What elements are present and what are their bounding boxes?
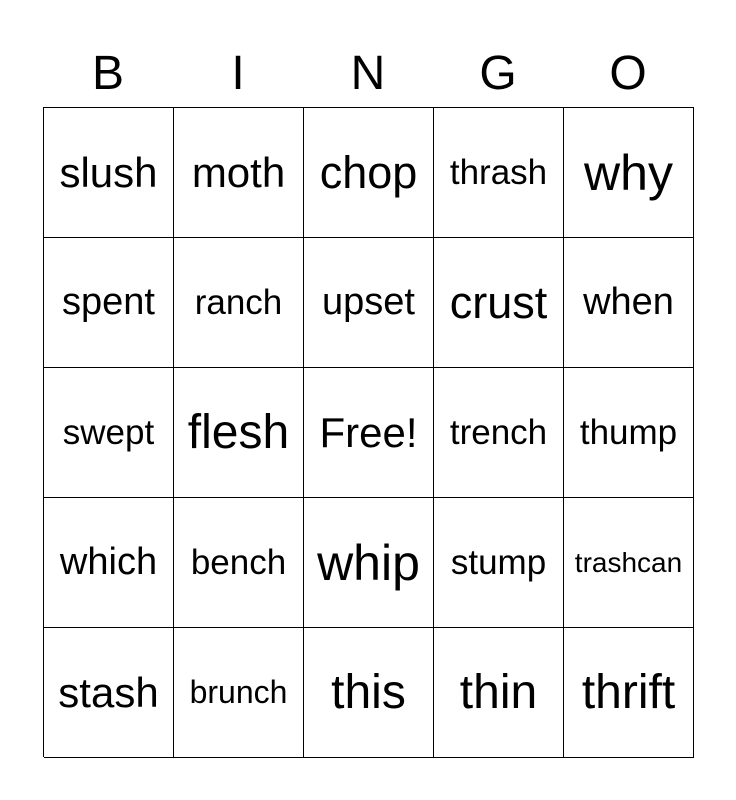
header-letter-g: G	[479, 47, 517, 100]
bingo-header	[43, 40, 693, 108]
bingo-cell[interactable]: chop	[304, 108, 434, 238]
bingo-cell[interactable]: when	[564, 238, 694, 368]
header-letter-o: O	[609, 47, 647, 100]
bingo-cell[interactable]: whip	[304, 498, 434, 628]
header-letter-n: N	[350, 47, 386, 100]
bingo-cell[interactable]: thrash	[434, 108, 564, 238]
header-letter-i: I	[231, 47, 245, 100]
bingo-cell[interactable]: thrift	[564, 628, 694, 758]
bingo-cell[interactable]: brunch	[174, 628, 304, 758]
header-letter-b: B	[91, 47, 124, 100]
bingo-cell[interactable]: spent	[44, 238, 174, 368]
bingo-cell[interactable]: trashcan	[564, 498, 694, 628]
bingo-cell[interactable]: flesh	[174, 368, 304, 498]
bingo-cell[interactable]: crust	[434, 238, 564, 368]
bingo-cell[interactable]: this	[304, 628, 434, 758]
bingo-cell[interactable]: thin	[434, 628, 564, 758]
bingo-cell[interactable]: stash	[44, 628, 174, 758]
bingo-cell[interactable]: slush	[44, 108, 174, 238]
bingo-cell[interactable]: moth	[174, 108, 304, 238]
bingo-cell[interactable]: swept	[44, 368, 174, 498]
bingo-cell[interactable]: ranch	[174, 238, 304, 368]
bingo-cell[interactable]: trench	[434, 368, 564, 498]
free-space-cell[interactable]: Free!	[304, 368, 434, 498]
bingo-cell[interactable]: thump	[564, 368, 694, 498]
bingo-board	[43, 107, 694, 757]
bingo-cell[interactable]: bench	[174, 498, 304, 628]
bingo-cell[interactable]: stump	[434, 498, 564, 628]
bingo-cell[interactable]: which	[44, 498, 174, 628]
bingo-cell[interactable]: why	[564, 108, 694, 238]
bingo-cell[interactable]: upset	[304, 238, 434, 368]
